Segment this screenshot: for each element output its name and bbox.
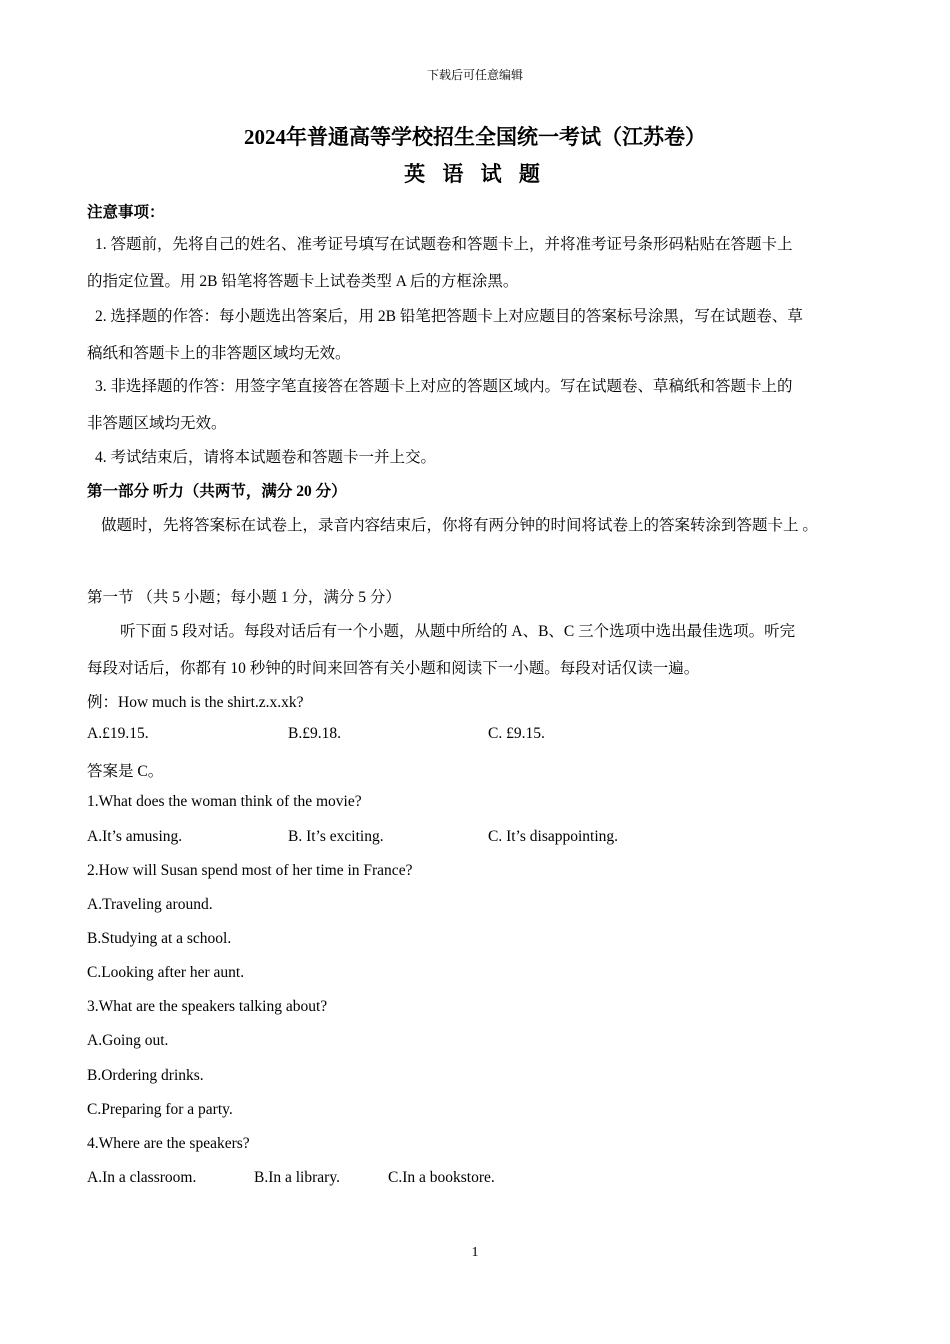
example-option-b: B.£9.18. — [288, 725, 341, 742]
question-2-option-a: A.Traveling around. — [87, 896, 213, 913]
example-option-a: A.£19.15. — [87, 725, 149, 742]
question-2-option-c: C.Looking after her aunt. — [87, 964, 245, 981]
page-subtitle: 英 语 试 题 — [404, 162, 546, 186]
question-4-option-c: C.In a bookstore. — [388, 1169, 495, 1186]
question-1-option-a: A.It’s amusing. — [87, 828, 183, 845]
notice-item-2-line1: 2. 选择题的作答：每小题选出答案后，用 2B 铅笔把答题卡上对应题目的答案标号涂黑，写在试题卷、草 — [95, 308, 803, 325]
page-title: 2024年普通高等学校招生全国统一考试（江苏卷） — [244, 125, 706, 149]
section1-instruction-line2: 每段对话后，你都有 10 秒钟的时间来回答有关小题和阅读下一小题。每段对话仅读一遍。 — [87, 660, 700, 677]
notice-item-3-line1: 3. 非选择题的作答：用签字笔直接答在答题卡上对应的答题区域内。写在试题卷、草稿纸和答题卡上的 — [95, 378, 793, 395]
question-4-option-a: A.In a classroom. — [87, 1169, 197, 1186]
notice-item-3-line2: 非答题区域均无效。 — [87, 415, 227, 432]
question-2-option-b: B.Studying at a school. — [87, 930, 232, 947]
notice-item-1-line2: 的指定位置。用 2B 铅笔将答题卡上试卷类型 A 后的方框涂黑。 — [87, 273, 519, 290]
question-2: 2.How will Susan spend most of her time in France? — [87, 862, 413, 879]
example-option-c: C. £9.15. — [488, 725, 545, 742]
question-3-option-a: A.Going out. — [87, 1032, 169, 1049]
notice-heading: 注意事项： — [87, 204, 165, 221]
question-1-option-b: B. It’s exciting. — [288, 828, 384, 845]
question-4-option-b: B.In a library. — [254, 1169, 340, 1186]
example-question: 例：How much is the shirt.z.x.xk? — [87, 694, 304, 711]
part1-instruction: 做题时，先将答案标在试卷上，录音内容结束后，你将有两分钟的时间将试卷上的答案转涂到答题卡上 。 — [101, 517, 818, 534]
question-3-option-b: B.Ordering drinks. — [87, 1067, 204, 1084]
question-1-option-c: C. It’s disappointing. — [488, 828, 619, 845]
question-1: 1.What does the woman think of the movie? — [87, 793, 362, 810]
notice-item-4: 4. 考试结束后，请将本试题卷和答题卡一并上交。 — [95, 449, 437, 466]
question-4: 4.Where are the speakers? — [87, 1135, 250, 1152]
example-answer: 答案是 C。 — [87, 763, 164, 780]
page-number: 1 — [471, 1245, 479, 1260]
part1-heading: 第一部分 听力（共两节，满分 20 分） — [87, 483, 347, 500]
header-note: 下载后可任意编辑 — [426, 68, 523, 82]
question-3-option-c: C.Preparing for a party. — [87, 1101, 233, 1118]
question-3: 3.What are the speakers talking about? — [87, 998, 328, 1015]
notice-item-1-line1: 1. 答题前，先将自己的姓名、准考证号填写在试题卷和答题卡上，并将准考证号条形码粘贴在答题卡上 — [95, 236, 793, 253]
section1-instruction-line1: 听下面 5 段对话。每段对话后有一个小题，从题中所给的 A、B、C 三个选项中选出最佳选项。听完 — [120, 623, 796, 640]
section1-heading: 第一节 （共 5 小题；每小题 1 分，满分 5 分） — [87, 589, 401, 606]
notice-item-2-line2: 稿纸和答题卡上的非答题区域均无效。 — [87, 345, 351, 362]
